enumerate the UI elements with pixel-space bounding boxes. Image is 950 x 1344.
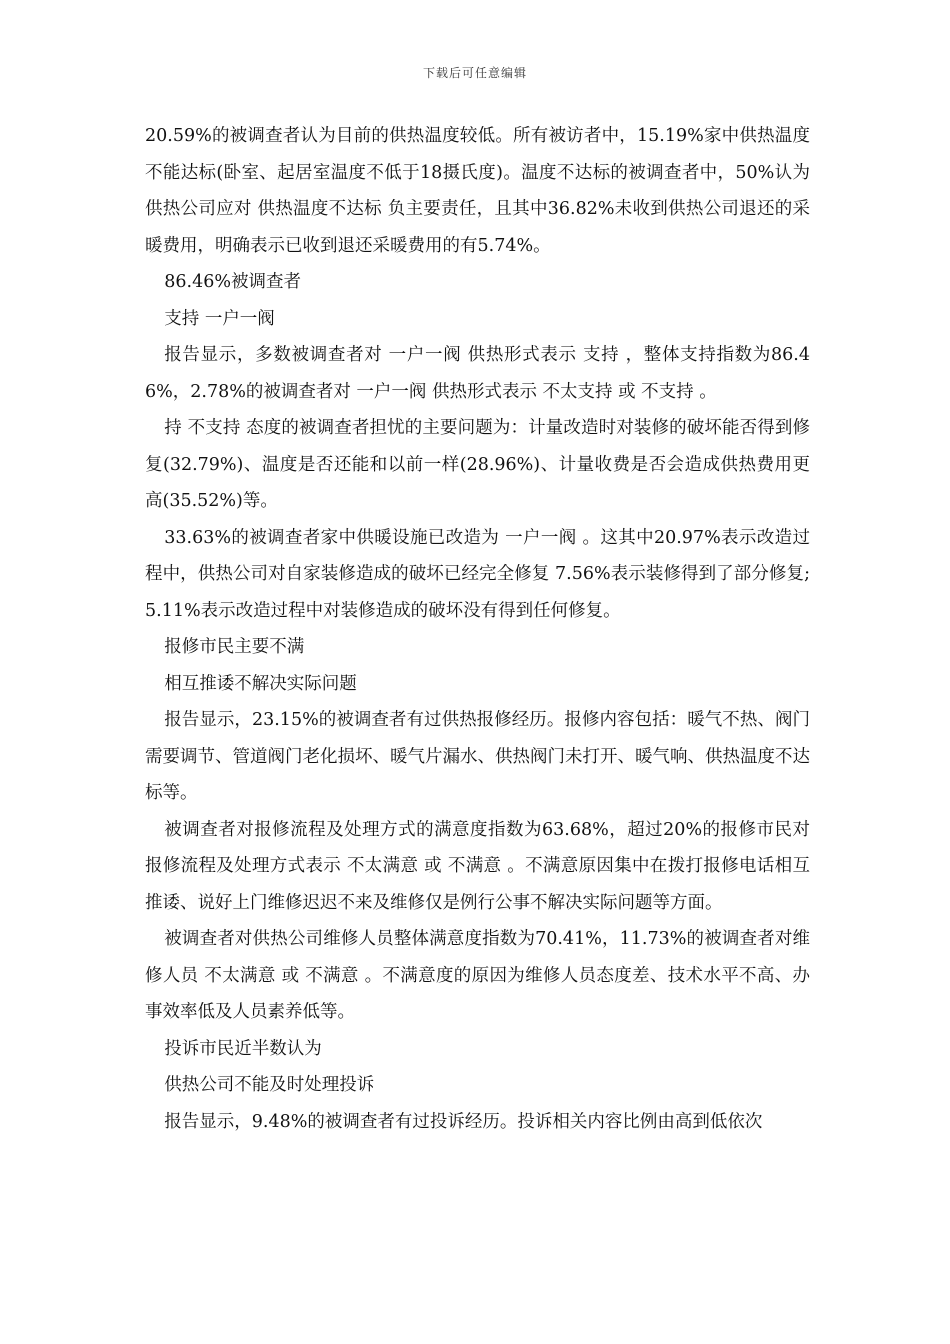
paragraph-renovation: 33.63%的被调查者家中供暖设施已改造为 一户一阀 。这其中20.97%表示改造过程中，供热公司对自家装修造成的破坏已经完全修复 7.56%表示装修得到了部分修复;5.11%表示改造过程中对装修造成的破坏没有得到任何修复。 — [145, 527, 810, 621]
paragraph-repair-staff: 被调查者对供热公司维修人员整体满意度指数为70.41%，11.73%的被调查者对维修人员 不太满意 或 不满意 。不满意度的原因为维修人员态度差、技术水平不高、办事效率低及人员素养低等。 — [145, 929, 810, 1022]
page-header: 下载后可任意编辑 — [422, 66, 527, 80]
paragraph-concerns: 持 不支持 态度的被调查者担忧的主要问题为：计量改造时对装修的破坏能否得到修复(32.79%)、温度是否还能和以前一样(28.96%)、计量收费是否会造成供热费用更高(35.52%)等。 — [145, 418, 810, 511]
document-body — [145, 118, 810, 1140]
heading-support-percent: 86.46%被调查者 — [164, 272, 301, 292]
paragraph-temperature: 20.59%的被调查者认为目前的供热温度较低。所有被访者中，15.19%家中供热温度不能达标(卧室、起居室温度不低于18摄氏度)。温度不达标的被调查者中，50%认为供热公司应对 供热温度不达标 负主要责任，且其中36.82%未收到供热公司退还的采暖费用，明确表示已收到退还采暖费用的有5.74%。 — [145, 126, 810, 256]
paragraph-complaint-experience: 报告显示，9.48%的被调查者有过投诉经历。投诉相关内容比例由高到低依次 — [164, 1111, 763, 1132]
heading-complaint-handling: 供热公司不能及时处理投诉 — [164, 1075, 375, 1095]
paragraph-repair-satisfaction: 被调查者对报修流程及处理方式的满意度指数为63.68%，超过20%的报修市民对报修流程及处理方式表示 不太满意 或 不满意 。不满意原因集中在拨打报修电话相互推诿、说好上门维修迟迟不来及维修仅是例行公事不解决实际问题等方面。 — [145, 819, 810, 913]
heading-buck-passing: 相互推诿不解决实际问题 — [164, 673, 357, 694]
heading-repair-dissatisfaction: 报修市民主要不满 — [164, 637, 305, 657]
heading-complaints: 投诉市民近半数认为 — [164, 1038, 322, 1059]
paragraph-support-index: 报告显示，多数被调查者对 一户一阀 供热形式表示 支持 ，整体支持指数为86.46%，2.78%的被调查者对 一户一阀 供热形式表示 不太支持 或 不支持 。 — [145, 345, 810, 402]
heading-one-valve: 支持 一户一阀 — [164, 308, 275, 329]
paragraph-repair-experience: 报告显示，23.15%的被调查者有过供热报修经历。报修内容包括：暖气不热、阀门需要调节、管道阀门老化损坏、暖气片漏水、供热阀门未打开、暖气响、供热温度不达标等。 — [145, 710, 810, 803]
